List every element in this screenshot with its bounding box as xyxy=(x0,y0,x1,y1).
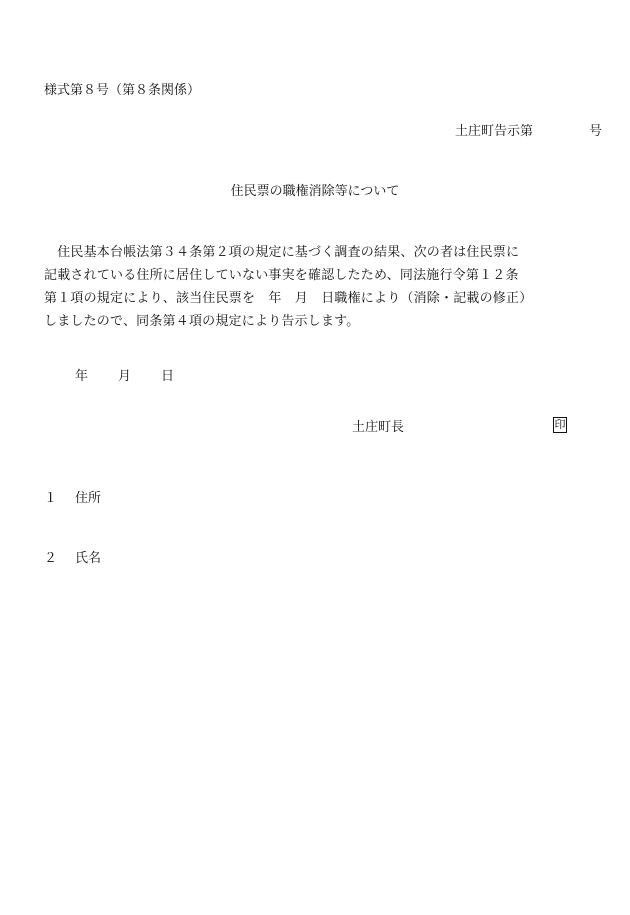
item-number: １ xyxy=(44,491,58,506)
item-number: ２ xyxy=(44,551,58,566)
notice-suffix: 号 xyxy=(588,124,602,139)
date-day: 日 xyxy=(161,369,175,384)
document-title: 住民票の職権消除等について xyxy=(230,184,400,199)
body-line-4: しましたので、同条第４項の規定により告示します。 xyxy=(44,314,360,329)
body-line-3: 第１項の規定により、該当住民票を 年 月 日職権により（消除・記載の修正） xyxy=(44,291,533,306)
item-name xyxy=(44,551,101,567)
item-label: 氏名 xyxy=(75,551,102,566)
date-year: 年 xyxy=(75,369,89,384)
item-label: 住所 xyxy=(75,491,102,506)
mayor-title: 土庄町長 xyxy=(352,420,405,435)
notice-prefix: 土庄町告示第 xyxy=(454,124,533,139)
form-number: 様式第８号（第８条関係） xyxy=(44,83,201,98)
notice-number xyxy=(455,124,602,140)
date-line xyxy=(75,369,174,385)
body-line-1: 住民基本台帳法第３４条第２項の規定に基づく調査の結果、次の者は住民票に xyxy=(44,245,520,260)
seal-mark: 印 xyxy=(554,418,566,431)
body-line-2: 記載されている住所に居住していない事実を確認したため、同法施行令第１２条 xyxy=(44,268,519,283)
item-address xyxy=(44,491,101,507)
date-month: 月 xyxy=(118,369,132,384)
